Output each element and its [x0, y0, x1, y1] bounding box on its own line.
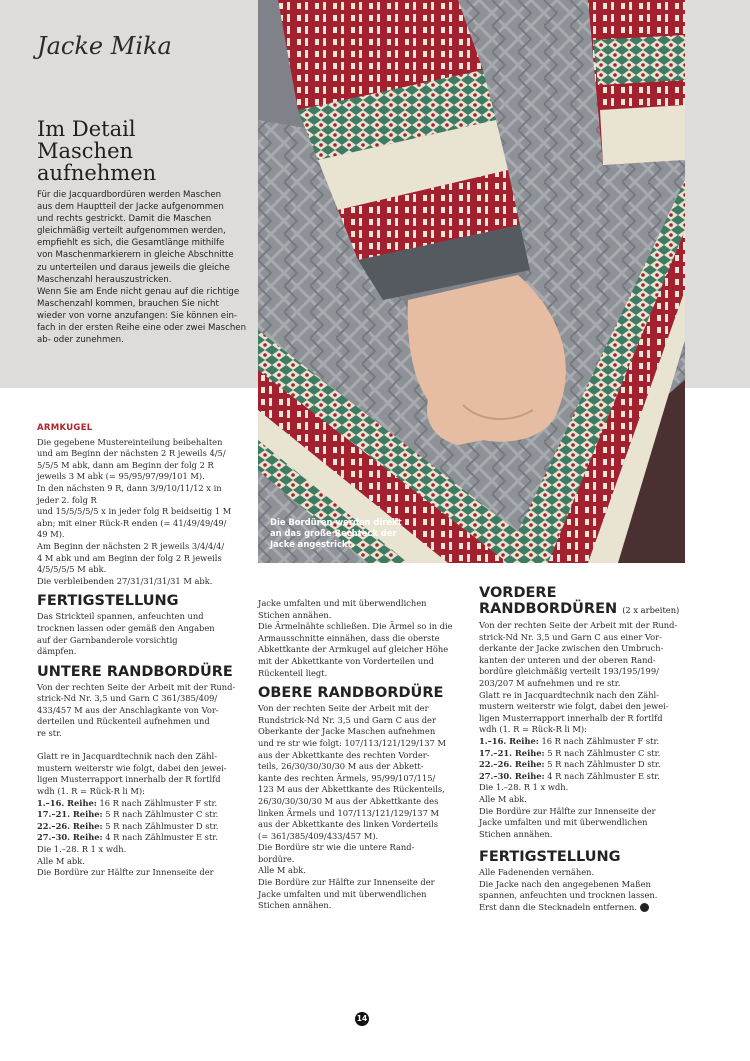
end-mark-icon	[640, 903, 649, 912]
row-instruction	[37, 798, 249, 810]
untere-end-text	[37, 844, 249, 879]
text-line: Das Strickteil spannen, anfeuchten und	[37, 611, 204, 622]
armkugel-heading: ARMKUGEL	[37, 423, 93, 433]
fertigstellung-heading: FERTIGSTELLUNG	[37, 593, 179, 610]
text-line: Alle M abk.	[37, 855, 85, 866]
text-line: auf der Garnbanderole vorsichtig	[37, 634, 178, 645]
vordere-randborduren-heading	[479, 585, 699, 618]
detail-line: von Maschenmarkierern in gleiche Abschnitte	[37, 250, 234, 261]
text-line: Die Bordüre zur Hälfte zur Innenseite der	[37, 867, 214, 878]
text-line: wdh (1. R = Rück-R li M):	[479, 724, 587, 735]
row-instruction	[479, 748, 699, 760]
text-line: Die Bordüre zur Hälfte zur Innenseite der	[479, 805, 656, 816]
row-label: 27.–30. Reihe:	[479, 770, 545, 781]
text-line: aus der Abkettkante des rechten Vorder-	[258, 749, 430, 760]
text-line: 203/207 M aufnehmen und re str.	[479, 677, 621, 688]
detail-line: fach in der ersten Reihe eine oder zwei Maschen	[37, 323, 247, 334]
row-instruction	[37, 809, 249, 821]
text-line: bordüre gleichmäßig verteilt 193/195/199/	[479, 666, 659, 677]
pattern-name: Jacke Mika	[37, 32, 172, 60]
text-line: Von der rechten Seite der Arbeit mit der Rund-	[479, 620, 678, 630]
text-line: derkante der Jacke zwischen den Umbruch-	[479, 643, 664, 654]
text-line: Jacke umfalten und mit überwendlichen	[479, 817, 648, 828]
text-line: jeder 2. folg R	[37, 494, 97, 505]
text-line: strick-Nd Nr. 3,5 und Garn C 361/385/409/	[37, 693, 218, 704]
photo-caption-line-2: an das große Rechteck der	[270, 528, 397, 538]
row-label: 22.–26. Reihe:	[37, 820, 103, 831]
jacket-illustration	[258, 0, 685, 563]
text-line: dämpfen.	[37, 646, 77, 657]
column-1	[37, 423, 249, 879]
untere-randbordure-heading: UNTERE RANDBORDÜRE	[37, 663, 233, 680]
row-label: 1.–16. Reihe:	[479, 735, 539, 746]
text-line: Rückenteil liegt.	[258, 667, 328, 678]
text-line: spannen, anfeuchten und trocknen lassen.	[479, 890, 658, 901]
detail-subtitle: Maschen aufnehmen	[37, 139, 157, 185]
text-line: 433/457 M aus der Anschlagkante von Vor-	[37, 704, 219, 715]
row-text: 16 R nach Zählmuster F str.	[96, 797, 218, 808]
photo-caption-line-1: Die Bordüren werden direkt	[270, 517, 402, 527]
row-instruction	[479, 771, 699, 783]
text-line: Glatt re in Jacquardtechnik nach den Zähl-	[479, 689, 660, 700]
row-text: 16 R nach Zählmuster F str.	[538, 735, 660, 746]
text-line: Die 1.–28. R 1 x wdh.	[479, 782, 569, 793]
column-3	[479, 585, 699, 914]
detail-title: Im Detail	[37, 117, 136, 141]
text-line: trocknen lassen oder gemäß den Angaben	[37, 622, 215, 633]
column-2	[258, 598, 470, 912]
detail-paragraph	[37, 189, 247, 346]
text-line: ligen Musterrapport innerhalb der R fortlfd	[37, 774, 221, 785]
obere-randbordure-heading: OBERE RANDBORDÜRE	[258, 685, 444, 702]
text-line: 4/5/5/5/5 M abk.	[37, 564, 107, 575]
text-line: Erst dann die Stecknadeln entfernen.	[479, 902, 637, 913]
photo-caption-line-3: Jacke angestrickt.	[270, 539, 355, 549]
text-line: Rundstrick-Nd Nr. 3,5 und Garn C aus der	[258, 714, 436, 725]
detail-line: zu unterteilen und daraus jeweils die gleiche	[37, 262, 230, 273]
untere-row-list	[37, 798, 249, 844]
text-line: bordüre.	[258, 853, 295, 864]
text-line: und am Beginn der nächsten 2 R jeweils 4/5/	[37, 448, 226, 459]
row-label: 22.–26. Reihe:	[479, 759, 545, 770]
text-line: Alle Fadenenden vernähen.	[479, 867, 595, 878]
detail-line: Für die Jacquardbordüren werden Maschen	[37, 190, 222, 200]
text-line: 4 M abk und am Beginn der folg 2 R jeweils	[37, 552, 222, 563]
row-text: 5 R nach Zählmuster C str.	[102, 809, 219, 820]
text-line: re str.	[37, 728, 62, 739]
text-line: und 15/5/5/5/5 x in jeder folg R beidseitig 1 M	[37, 506, 232, 517]
vordere-row-list	[479, 736, 699, 782]
fertigstellung-text	[37, 611, 249, 657]
obere-randbordure-text	[258, 703, 470, 912]
detail-line: gleichmäßig verteilt aufgenommen werden,	[37, 226, 226, 237]
text-line: Die Jacke nach den angegebenen Maßen	[479, 878, 651, 889]
text-line: Die verbleibenden 27/31/31/31/31 M abk.	[37, 575, 213, 586]
text-line: jeweils 3 M abk (= 95/95/97/99/101 M).	[37, 471, 205, 482]
text-line: Stichen annähen.	[258, 609, 332, 620]
jacket-photo	[258, 0, 685, 563]
detail-line: empfiehlt es sich, die Gesamtlänge mithilfe	[37, 238, 225, 249]
text-line: ligen Musterrapport innerhalb der R fortlfd	[479, 712, 663, 723]
text-line: Abkettkante der Armkugel auf gleicher Höhe	[258, 644, 449, 655]
text-line: Am Beginn der nächsten 2 R jeweils 3/4/4/4/	[37, 540, 225, 551]
row-label: 17.–21. Reihe:	[37, 809, 103, 820]
text-line: (= 361/385/409/433/457 M).	[258, 830, 379, 841]
text-line: Stichen annähen.	[258, 900, 332, 911]
vordere-heading-note: (2 x arbeiten)	[622, 605, 680, 615]
text-line: linken Ärmels und 107/113/121/129/137 M	[258, 807, 439, 818]
detail-box	[37, 118, 247, 346]
text-line: 123 M aus der Abkettkante des Rückenteils,	[258, 784, 445, 795]
row-label: 17.–21. Reihe:	[479, 747, 545, 758]
text-line: Die Ärmelnähte schließen. Die Ärmel so in die	[258, 621, 453, 632]
text-line: 5/5/5 M abk, dann am Beginn der folg 2 R	[37, 459, 214, 470]
text-line: mustern weiterstr wie folgt, dabei den jewei-	[37, 762, 227, 773]
text-line: In den nächsten 9 R, dann 3/9/10/11/12 x in	[37, 482, 222, 493]
text-line: Jacke umfalten und mit überwendlichen	[258, 888, 427, 899]
text-line: und re str wie folgt: 107/113/121/129/137 M	[258, 737, 446, 748]
detail-line: Maschenzahl herauszustricken.	[37, 274, 172, 285]
row-instruction	[479, 736, 699, 748]
row-instruction	[37, 832, 249, 844]
detail-line: wieder von vorne anzufangen: Sie können ein-	[37, 310, 238, 321]
text-line: mit der Abkettkante von Vorderteilen und	[258, 655, 434, 666]
armel-text	[258, 598, 470, 679]
untere-randbordure-text	[37, 682, 249, 740]
text-line: Die Bordüre str wie die untere Rand-	[258, 842, 415, 853]
row-text: 4 R nach Zählmuster E str.	[544, 770, 660, 781]
row-text: 4 R nach Zählmuster E str.	[102, 832, 218, 843]
text-line: 26/30/30/30/30 M aus der Abkettkante des	[258, 795, 439, 806]
text-line: Von der rechten Seite der Arbeit mit der	[258, 703, 429, 714]
text-line: abn; mit einer Rück-R enden (= 41/49/49/49/	[37, 517, 227, 528]
row-instruction	[37, 821, 249, 833]
text-line: Oberkante der Jacke Maschen aufnehmen	[258, 726, 436, 737]
detail-line: aus dem Hauptteil der Jacke aufgenommen	[37, 202, 224, 213]
text-line: kanten der unteren und der oberen Rand-	[479, 654, 656, 665]
text-line: derteilen und Rückenteil aufnehmen und	[37, 716, 210, 727]
vordere-heading-line-2: RANDBORDÜREN	[479, 601, 618, 617]
row-label: 27.–30. Reihe:	[37, 832, 103, 843]
vordere-end-text	[479, 782, 699, 840]
text-line: mustern weiterstr wie folgt, dabei den jewei-	[479, 701, 669, 712]
row-instruction	[479, 759, 699, 771]
text-line: Die 1.–28. R 1 x wdh.	[37, 844, 127, 854]
row-text: 5 R nach Zählmuster D str.	[102, 820, 219, 831]
armkugel-text	[37, 437, 249, 588]
row-text: 5 R nach Zählmuster D str.	[544, 759, 661, 770]
text-line: Armausschnitte einnähen, dass die oberste	[258, 632, 440, 643]
vordere-heading-line-1: VORDERE	[479, 585, 557, 601]
text-line: Alle M abk.	[479, 793, 527, 804]
detail-line: ab- oder zunehmen.	[37, 335, 124, 346]
fertigstellung-heading-2: FERTIGSTELLUNG	[479, 849, 621, 866]
fertigstellung-text-2	[479, 867, 699, 913]
text-line: kante des rechten Ärmels, 95/99/107/115/	[258, 772, 436, 783]
text-line: teils, 26/30/30/30/30 M aus der Abkett-	[258, 761, 424, 772]
text-line: 49 M).	[37, 529, 65, 540]
text-line: Von der rechten Seite der Arbeit mit der Rund-	[37, 681, 236, 692]
text-line: Alle M abk.	[258, 865, 306, 876]
text-line: Die Bordüre zur Hälfte zur Innenseite der	[258, 877, 435, 888]
text-line: Die gegebene Mustereinteilung beibehalten	[37, 436, 223, 447]
row-text: 5 R nach Zählmuster C str.	[544, 747, 661, 758]
page-number: 14	[355, 1012, 369, 1026]
detail-line: Wenn Sie am Ende nicht genau auf die richtige	[37, 286, 240, 297]
text-line: aus der Abkettkante des linken Vorderteils	[258, 819, 438, 830]
vordere-randborduren-text	[479, 620, 699, 736]
text-line: wdh (1. R = Rück-R li M):	[37, 786, 145, 797]
detail-text	[37, 189, 247, 346]
row-label: 1.–16. Reihe:	[37, 797, 97, 808]
untere-randbordure-text-2	[37, 751, 249, 797]
text-line: strick-Nd Nr. 3,5 und Garn C aus einer Vor-	[479, 631, 662, 642]
detail-line: und rechts gestrickt. Damit die Maschen	[37, 214, 212, 225]
text-line: Glatt re in Jacquardtechnik nach den Zähl-	[37, 751, 218, 762]
detail-line: Maschenzahl kommen, brauchen Sie nicht	[37, 298, 219, 309]
text-line: Jacke umfalten und mit überwendlichen	[258, 598, 427, 608]
text-line: Stichen annähen.	[479, 828, 553, 839]
